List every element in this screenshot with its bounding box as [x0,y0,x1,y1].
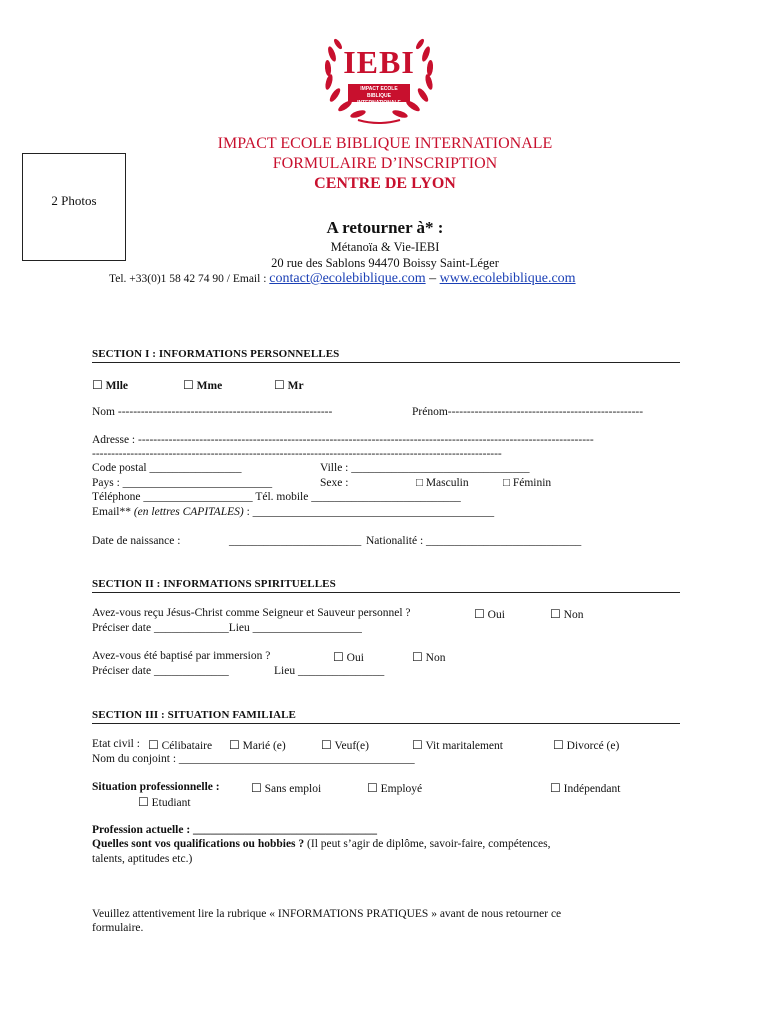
email-field[interactable] [92,506,494,518]
checkbox-icon[interactable]: ☐ [183,378,194,392]
q2-oui[interactable] [333,650,364,665]
email-field-line: : __________________________________________ [243,506,495,518]
checkbox-icon[interactable]: ☐ [553,738,564,752]
telephone-field[interactable]: Téléphone ___________________ Tél. mobile __________________________ [92,491,461,503]
option-veuf[interactable] [321,738,369,753]
q1-date-lieu-field[interactable]: Préciser date _____________Lieu ___________________ [92,622,362,634]
q1-non[interactable] [550,607,583,622]
conjoint-field[interactable]: Nom du conjoint : _________________________________________ [92,753,415,765]
q1-oui[interactable] [474,607,505,622]
q1-non-label: Non [563,609,584,621]
option-employe[interactable] [367,781,422,796]
q2-oui-label: Oui [346,652,364,664]
option-mlle[interactable] [92,378,128,393]
logo-sub2: INTERNATIONALE [357,100,401,106]
nom-field[interactable]: Nom -------------------------------------------------------- [92,406,333,418]
sexe-label: Sexe : [320,477,349,489]
email-field-label: Email** [92,506,134,518]
question-jesus: Avez-vous reçu Jésus-Christ comme Seigneur et Sauveur personnel ? [92,607,411,619]
nationalite-field[interactable]: Nationalité : ___________________________ [366,535,582,547]
checkbox-icon[interactable]: ☐ [251,781,262,795]
iebi-logo [318,22,440,132]
header-line3: CENTRE DE LYON [314,175,456,192]
option-mme-label: Mme [196,380,223,392]
section3-rule [92,723,680,724]
dash: – [425,271,440,286]
option-feminin[interactable] [503,477,551,489]
qualifications-line2: talents, aptitudes etc.) [92,853,193,865]
option-sans-emploi-label: Sans emploi [264,783,322,795]
option-mr-label: Mr [287,380,304,392]
checkbox-icon[interactable]: ☐ [148,738,159,752]
option-mlle-label: Mlle [105,380,128,392]
checkbox-icon[interactable]: ☐ [333,650,344,664]
photo-box[interactable] [22,153,126,261]
header-line2: FORMULAIRE D’INSCRIPTION [272,155,498,172]
qualifications-question-bold: Quelles sont vos qualifications ou hobbies ? [92,838,305,850]
adresse-field[interactable]: Adresse : ----------------------------------------------------------------------------------------------------------------------- [92,434,594,446]
checkbox-icon[interactable]: ☐ [474,607,485,621]
checkbox-icon[interactable]: ☐ [550,607,561,621]
q2-lieu-field[interactable]: Lieu _______________ [274,665,385,677]
return-name: Métanoïa & Vie-IEBI [330,240,440,254]
checkbox-icon[interactable]: ☐ [367,781,378,795]
q2-non-label: Non [425,652,446,664]
qualifications-question [92,838,550,850]
checkbox-icon[interactable]: ☐ [321,738,332,752]
section2-rule [92,592,680,593]
option-marie[interactable] [229,738,286,753]
naissance-label: Date de naissance : [92,535,181,547]
small-checkbox-icon[interactable]: □ [503,477,510,489]
q2-date-field[interactable]: Préciser date _____________ [92,665,229,677]
option-independant-label: Indépendant [563,783,621,795]
profession-field[interactable]: Profession actuelle : ________________________________ [92,824,378,836]
small-checkbox-icon[interactable]: □ [416,477,423,489]
code-postal-field[interactable]: Code postal ________________ [92,462,242,474]
return-title: A retourner à* : [326,218,444,237]
checkbox-icon[interactable]: ☐ [229,738,240,752]
prenom-field[interactable]: Prénom--------------------------------------------------- [412,406,644,418]
option-mr[interactable] [274,378,304,393]
option-vit-maritalement[interactable] [412,738,503,753]
section1-rule [92,362,680,363]
option-etudiant-label: Etudiant [151,797,191,809]
website-link[interactable]: www.ecolebiblique.com [439,271,576,286]
footer-note-line2: formulaire. [92,922,144,934]
logo-sub1: IMPACT ECOLE BIBLIQUE [360,86,398,99]
q2-non[interactable] [412,650,445,665]
section2-title: SECTION II : INFORMATIONS SPIRITUELLES [92,578,336,590]
option-marie-label: Marié (e) [242,740,286,752]
email-field-hint: (en lettres CAPITALES) [133,506,244,518]
section3-title: SECTION III : SITUATION FAMILIALE [92,709,296,721]
etat-civil-label: Etat civil : [92,738,140,750]
qualifications-question-rest: (Il peut s’agir de diplôme, savoir-faire, compétences, [304,838,551,850]
checkbox-icon[interactable]: ☐ [550,781,561,795]
adresse-field-line2[interactable]: ----------------------------------------------------------------------------------------------------------- [92,448,502,460]
option-vit-maritalement-label: Vit maritalement [425,740,503,752]
section1-title: SECTION I : INFORMATIONS PERSONNELLES [92,348,340,360]
contact-line [109,271,576,287]
q1-oui-label: Oui [487,609,505,621]
ville-field[interactable]: Ville : _______________________________ [320,462,530,474]
tel-label: Tel. +33(0)1 58 42 74 90 / Email : [109,273,270,285]
checkbox-icon[interactable]: ☐ [412,650,423,664]
logo-brand: IEBI [343,44,415,80]
header-line1: IMPACT ECOLE BIBLIQUE INTERNATIONALE [217,135,553,152]
photo-label: 2 Photos [51,193,97,208]
option-veuf-label: Veuf(e) [334,740,369,752]
return-address: 20 rue des Sablons 94470 Boissy Saint-Léger [271,256,499,270]
option-independant[interactable] [550,781,620,796]
option-celibataire-label: Célibataire [161,740,213,752]
option-masculin[interactable] [416,477,469,489]
pays-field[interactable]: Pays : __________________________ [92,477,273,489]
logo-banner [348,84,410,106]
option-divorce[interactable] [553,738,619,753]
option-etudiant[interactable] [138,795,191,810]
option-mme[interactable] [183,378,222,393]
checkbox-icon[interactable]: ☐ [274,378,285,392]
situation-pro-label: Situation professionnelle : [92,781,220,793]
option-masculin-label: Masculin [425,477,469,489]
option-celibataire[interactable] [148,738,212,753]
option-employe-label: Employé [380,783,423,795]
checkbox-icon[interactable]: ☐ [412,738,423,752]
option-divorce-label: Divorcé (e) [566,740,620,752]
option-sans-emploi[interactable] [251,781,321,796]
footer-note: Veuillez attentivement lire la rubrique « INFORMATIONS PRATIQUES » avant de nous retourner ce [92,908,562,920]
question-bapteme: Avez-vous été baptisé par immersion ? [92,650,271,662]
checkbox-icon[interactable]: ☐ [138,795,149,809]
option-feminin-label: Féminin [512,477,552,489]
email-link[interactable]: contact@ecolebiblique.com [269,271,426,286]
checkbox-icon[interactable]: ☐ [92,378,103,392]
naissance-field[interactable]: _______________________ [229,535,362,547]
